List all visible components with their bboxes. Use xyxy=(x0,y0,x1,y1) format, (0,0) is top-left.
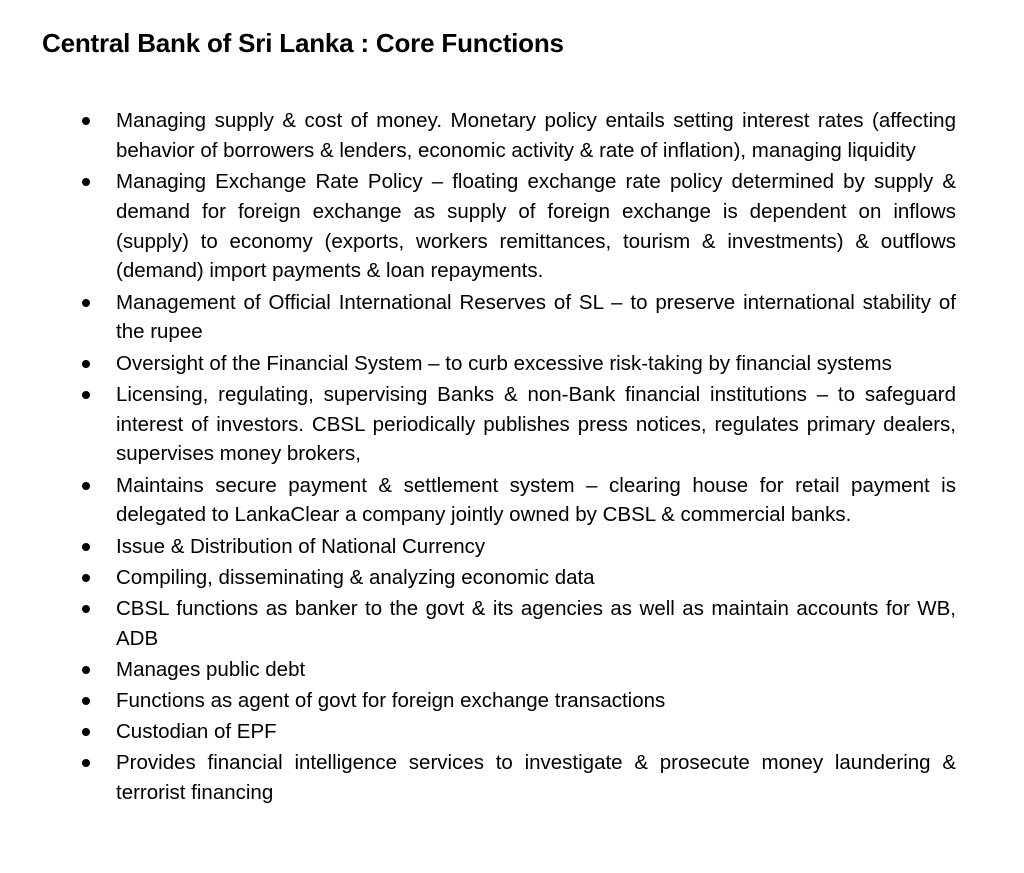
bullet-icon xyxy=(82,759,90,767)
list-item xyxy=(82,717,956,747)
list-item xyxy=(82,471,956,531)
list-item-text: Functions as agent of govt for foreign exchange transactions xyxy=(116,689,666,713)
bullet-icon xyxy=(82,574,90,582)
core-functions-list xyxy=(82,106,956,809)
list-item xyxy=(82,655,956,685)
list-item xyxy=(82,563,956,593)
list-item-text: Management of Official International Reserves of SL – to preserve international stability of the rupee xyxy=(116,290,956,344)
list-item xyxy=(82,594,956,654)
list-item xyxy=(82,288,956,348)
list-item-text: Issue & Distribution of National Currency xyxy=(116,534,486,558)
bullet-icon xyxy=(82,697,90,705)
list-item-text: Manages public debt xyxy=(116,657,306,681)
list-item-text: Oversight of the Financial System – to curb excessive risk-taking by financial systems xyxy=(116,351,892,375)
list-item-text: Licensing, regulating, supervising Banks & non-Bank financial institutions – to safeguard interest of investors. CBSL periodically publishes press notices, regulates primary dealers, supervises money brokers, xyxy=(116,382,956,466)
list-item xyxy=(82,748,956,808)
list-item-text: Custodian of EPF xyxy=(116,720,277,744)
list-item-text: Maintains secure payment & settlement system – clearing house for retail payment is delegated to LankaClear a company jointly owned by CBSL & commercial banks. xyxy=(116,473,956,527)
list-item-text: Compiling, disseminating & analyzing economic data xyxy=(116,565,595,589)
bullet-icon xyxy=(82,605,90,613)
list-item-text: CBSL functions as banker to the govt & its agencies as well as maintain accounts for WB, ADB xyxy=(116,596,956,650)
bullet-icon xyxy=(82,391,90,399)
bullet-icon xyxy=(82,178,90,186)
list-item xyxy=(82,380,956,469)
list-item xyxy=(82,106,956,166)
list-item xyxy=(82,349,956,379)
list-item xyxy=(82,167,956,286)
list-item xyxy=(82,686,956,716)
bullet-icon xyxy=(82,360,90,368)
page-title: Central Bank of Sri Lanka : Core Functions xyxy=(42,28,564,58)
bullet-icon xyxy=(82,543,90,551)
bullet-icon xyxy=(82,666,90,674)
bullet-icon xyxy=(82,728,90,736)
list-item-text: Provides financial intelligence services to investigate & prosecute money laundering & terrorist financing xyxy=(116,751,956,805)
bullet-icon xyxy=(82,482,90,490)
bullet-icon xyxy=(82,299,90,307)
bullet-icon xyxy=(82,117,90,125)
list-item xyxy=(82,532,956,562)
list-item-text: Managing Exchange Rate Policy – floating exchange rate policy determined by supply & demand for foreign exchange as supply of foreign exchange is dependent on inflows (supply) to economy (exports, workers remittances, tourism & investments) & outflows (demand) import payments & loan repayments. xyxy=(116,169,956,283)
list-item-text: Managing supply & cost of money. Monetary policy entails setting interest rates (affecting behavior of borrowers & lenders, economic activity & rate of inflation), managing liquidity xyxy=(116,109,956,162)
